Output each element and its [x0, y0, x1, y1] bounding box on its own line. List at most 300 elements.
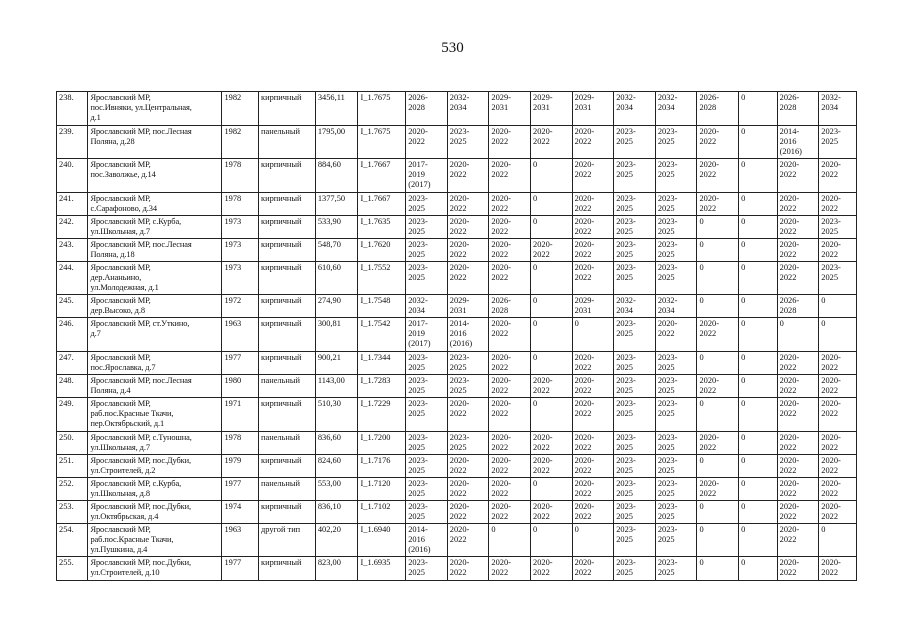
address-cell: Ярославский МР, пос.Дубки, ул.Строителей, д.2	[88, 455, 222, 478]
term-9-cell: 0	[739, 398, 778, 432]
term-8-cell: 0	[697, 216, 739, 239]
address-cell: Ярославский МР, с.Туношна, ул.Школьная, д.7	[88, 432, 222, 455]
building-code-cell: I_1.7344	[358, 352, 406, 375]
row-number-cell: 251.	[57, 455, 88, 478]
term-3-cell: 2020- 2022	[489, 193, 531, 216]
row-number-cell: 246.	[57, 318, 88, 352]
build-year-cell: 1977	[222, 352, 259, 375]
address-cell: Ярославский МР, ст.Уткино, д.7	[88, 318, 222, 352]
total-area-cell: 3456,11	[315, 92, 358, 126]
row-number-cell: 248.	[57, 375, 88, 398]
build-year-cell: 1963	[222, 524, 259, 557]
housing-register-table	[56, 91, 857, 581]
term-3-cell: 2020- 2022	[489, 375, 531, 398]
term-3-cell: 2020- 2022	[489, 126, 531, 159]
term-1-cell: 2023- 2025	[406, 432, 448, 455]
term-6-cell: 2023- 2025	[614, 159, 656, 193]
table-row	[57, 501, 857, 524]
build-year-cell: 1982	[222, 92, 259, 126]
term-2-cell: 2020- 2022	[447, 216, 489, 239]
term-7-cell: 2023- 2025	[655, 398, 697, 432]
wall-material-cell: кирпичный	[259, 239, 316, 262]
total-area-cell: 548,70	[315, 239, 358, 262]
term-2-cell: 2014- 2016 (2016)	[447, 318, 489, 352]
term-5-cell: 2029- 2031	[572, 295, 614, 318]
wall-material-cell: кирпичный	[259, 352, 316, 375]
row-number-cell: 249.	[57, 398, 88, 432]
term-2-cell: 2020- 2022	[447, 398, 489, 432]
address-cell: Ярославский МР, пос.Ярославка, д.7	[88, 352, 222, 375]
row-number-cell: 241.	[57, 193, 88, 216]
term-6-cell: 2023- 2025	[614, 455, 656, 478]
term-8-cell: 2020- 2022	[697, 375, 739, 398]
term-8-cell: 2020- 2022	[697, 478, 739, 501]
term-11-cell: 0	[819, 318, 857, 352]
building-code-cell: I_1.7283	[358, 375, 406, 398]
total-area-cell: 300,81	[315, 318, 358, 352]
term-3-cell: 2026- 2028	[489, 295, 531, 318]
row-number-cell: 238.	[57, 92, 88, 126]
term-3-cell: 2020- 2022	[489, 159, 531, 193]
term-2-cell: 2032- 2034	[447, 92, 489, 126]
total-area-cell: 533,90	[315, 216, 358, 239]
building-code-cell: I_1.6935	[358, 557, 406, 581]
row-number-cell: 243.	[57, 239, 88, 262]
build-year-cell: 1977	[222, 557, 259, 581]
term-7-cell: 2020- 2022	[655, 318, 697, 352]
term-11-cell: 2023- 2025	[819, 262, 857, 295]
address-cell: Ярославский МР, пос.Лесная Поляна, д.4	[88, 375, 222, 398]
term-4-cell: 2020- 2022	[531, 501, 573, 524]
building-code-cell: I_1.7548	[358, 295, 406, 318]
wall-material-cell: панельный	[259, 478, 316, 501]
term-4-cell: 0	[531, 295, 573, 318]
build-year-cell: 1978	[222, 432, 259, 455]
total-area-cell: 1795,00	[315, 126, 358, 159]
table-row	[57, 216, 857, 239]
term-4-cell: 0	[531, 352, 573, 375]
term-5-cell: 2020- 2022	[572, 352, 614, 375]
term-11-cell: 2020- 2022	[819, 375, 857, 398]
build-year-cell: 1973	[222, 239, 259, 262]
term-6-cell: 2023- 2025	[614, 262, 656, 295]
table-body	[57, 92, 857, 581]
term-3-cell: 2020- 2022	[489, 557, 531, 581]
term-8-cell: 0	[697, 557, 739, 581]
term-11-cell: 2023- 2025	[819, 216, 857, 239]
term-8-cell: 0	[697, 455, 739, 478]
term-7-cell: 2023- 2025	[655, 126, 697, 159]
term-10-cell: 2020- 2022	[777, 352, 819, 375]
total-area-cell: 510,30	[315, 398, 358, 432]
term-8-cell: 2020- 2022	[697, 159, 739, 193]
term-3-cell: 2029- 2031	[489, 92, 531, 126]
building-code-cell: I_1.7176	[358, 455, 406, 478]
term-7-cell: 2023- 2025	[655, 239, 697, 262]
row-number-cell: 245.	[57, 295, 88, 318]
term-3-cell: 2020- 2022	[489, 455, 531, 478]
term-11-cell: 2020- 2022	[819, 501, 857, 524]
build-year-cell: 1973	[222, 216, 259, 239]
total-area-cell: 274,90	[315, 295, 358, 318]
table-row	[57, 193, 857, 216]
term-4-cell: 0	[531, 216, 573, 239]
term-3-cell: 2020- 2022	[489, 318, 531, 352]
table-row	[57, 557, 857, 581]
total-area-cell: 610,60	[315, 262, 358, 295]
term-6-cell: 2023- 2025	[614, 126, 656, 159]
term-5-cell: 2020- 2022	[572, 478, 614, 501]
term-4-cell: 0	[531, 478, 573, 501]
term-3-cell: 0	[489, 524, 531, 557]
term-2-cell: 2023- 2025	[447, 352, 489, 375]
total-area-cell: 402,20	[315, 524, 358, 557]
table-row	[57, 318, 857, 352]
term-1-cell: 2023- 2025	[406, 455, 448, 478]
total-area-cell: 1377,50	[315, 193, 358, 216]
wall-material-cell: панельный	[259, 375, 316, 398]
term-9-cell: 0	[739, 375, 778, 398]
building-code-cell: I_1.7200	[358, 432, 406, 455]
term-7-cell: 2023- 2025	[655, 193, 697, 216]
term-6-cell: 2032- 2034	[614, 295, 656, 318]
table-row	[57, 524, 857, 557]
term-4-cell: 0	[531, 193, 573, 216]
term-5-cell: 2020- 2022	[572, 159, 614, 193]
term-5-cell: 0	[572, 318, 614, 352]
term-9-cell: 0	[739, 262, 778, 295]
wall-material-cell: кирпичный	[259, 159, 316, 193]
term-9-cell: 0	[739, 92, 778, 126]
term-10-cell: 2020- 2022	[777, 262, 819, 295]
term-2-cell: 2020- 2022	[447, 557, 489, 581]
term-9-cell: 0	[739, 295, 778, 318]
wall-material-cell: кирпичный	[259, 398, 316, 432]
building-code-cell: I_1.7229	[358, 398, 406, 432]
term-10-cell: 2020- 2022	[777, 193, 819, 216]
row-number-cell: 250.	[57, 432, 88, 455]
term-6-cell: 2023- 2025	[614, 557, 656, 581]
total-area-cell: 553,00	[315, 478, 358, 501]
address-cell: Ярославский МР, пос.Дубки, ул.Строителей, д.10	[88, 557, 222, 581]
build-year-cell: 1963	[222, 318, 259, 352]
term-1-cell: 2023- 2025	[406, 478, 448, 501]
term-8-cell: 2020- 2022	[697, 126, 739, 159]
term-2-cell: 2020- 2022	[447, 193, 489, 216]
term-1-cell: 2023- 2025	[406, 262, 448, 295]
term-10-cell: 2020- 2022	[777, 159, 819, 193]
term-10-cell: 2020- 2022	[777, 239, 819, 262]
term-1-cell: 2023- 2025	[406, 557, 448, 581]
term-4-cell: 2020- 2022	[531, 432, 573, 455]
term-5-cell: 2020- 2022	[572, 375, 614, 398]
total-area-cell: 900,21	[315, 352, 358, 375]
address-cell: Ярославский МР, пос.Ивняки, ул.Центральная, д.1	[88, 92, 222, 126]
building-code-cell: I_1.7667	[358, 193, 406, 216]
term-5-cell: 2020- 2022	[572, 455, 614, 478]
table-row	[57, 295, 857, 318]
wall-material-cell: кирпичный	[259, 501, 316, 524]
wall-material-cell: кирпичный	[259, 262, 316, 295]
row-number-cell: 255.	[57, 557, 88, 581]
building-code-cell: I_1.7675	[358, 92, 406, 126]
term-11-cell: 2020- 2022	[819, 352, 857, 375]
term-4-cell: 2029- 2031	[531, 92, 573, 126]
term-3-cell: 2020- 2022	[489, 501, 531, 524]
term-9-cell: 0	[739, 159, 778, 193]
term-11-cell: 2020- 2022	[819, 398, 857, 432]
address-cell: Ярославский МР, дер.Высоко, д.8	[88, 295, 222, 318]
term-6-cell: 2032- 2034	[614, 92, 656, 126]
table-row	[57, 126, 857, 159]
term-1-cell: 2020- 2022	[406, 126, 448, 159]
total-area-cell: 884,60	[315, 159, 358, 193]
term-1-cell: 2023- 2025	[406, 352, 448, 375]
building-code-cell: I_1.7102	[358, 501, 406, 524]
term-10-cell: 2020- 2022	[777, 216, 819, 239]
term-11-cell: 2020- 2022	[819, 478, 857, 501]
term-4-cell: 0	[531, 524, 573, 557]
term-11-cell: 2020- 2022	[819, 193, 857, 216]
wall-material-cell: кирпичный	[259, 216, 316, 239]
term-11-cell: 2020- 2022	[819, 557, 857, 581]
total-area-cell: 823,00	[315, 557, 358, 581]
term-9-cell: 0	[739, 557, 778, 581]
build-year-cell: 1974	[222, 501, 259, 524]
table-row	[57, 92, 857, 126]
table-row	[57, 352, 857, 375]
address-cell: Ярославский МР, с.Курба, ул.Школьная, д.8	[88, 478, 222, 501]
term-7-cell: 2023- 2025	[655, 524, 697, 557]
table-row	[57, 159, 857, 193]
wall-material-cell: кирпичный	[259, 92, 316, 126]
term-11-cell: 2032- 2034	[819, 92, 857, 126]
term-7-cell: 2023- 2025	[655, 375, 697, 398]
term-5-cell: 2029- 2031	[572, 92, 614, 126]
term-1-cell: 2023- 2025	[406, 375, 448, 398]
term-10-cell: 2020- 2022	[777, 432, 819, 455]
term-9-cell: 0	[739, 501, 778, 524]
build-year-cell: 1979	[222, 455, 259, 478]
term-5-cell: 2020- 2022	[572, 557, 614, 581]
term-11-cell: 2020- 2022	[819, 159, 857, 193]
term-6-cell: 2023- 2025	[614, 375, 656, 398]
page-number: 530	[441, 40, 464, 56]
term-10-cell: 2020- 2022	[777, 375, 819, 398]
term-5-cell: 2020- 2022	[572, 216, 614, 239]
build-year-cell: 1978	[222, 193, 259, 216]
term-8-cell: 2020- 2022	[697, 193, 739, 216]
wall-material-cell: кирпичный	[259, 318, 316, 352]
term-1-cell: 2014- 2016 (2016)	[406, 524, 448, 557]
term-2-cell: 2029- 2031	[447, 295, 489, 318]
building-code-cell: I_1.7620	[358, 239, 406, 262]
row-number-cell: 247.	[57, 352, 88, 375]
term-9-cell: 0	[739, 524, 778, 557]
term-4-cell: 2020- 2022	[531, 557, 573, 581]
term-8-cell: 0	[697, 262, 739, 295]
row-number-cell: 239.	[57, 126, 88, 159]
term-5-cell: 2020- 2022	[572, 398, 614, 432]
term-4-cell: 0	[531, 262, 573, 295]
term-2-cell: 2023- 2025	[447, 432, 489, 455]
term-1-cell: 2017- 2019 (2017)	[406, 159, 448, 193]
build-year-cell: 1973	[222, 262, 259, 295]
row-number-cell: 253.	[57, 501, 88, 524]
term-4-cell: 2020- 2022	[531, 375, 573, 398]
term-10-cell: 2020- 2022	[777, 478, 819, 501]
address-cell: Ярославский МР, с.Сарафоново, д.34	[88, 193, 222, 216]
term-7-cell: 2023- 2025	[655, 557, 697, 581]
term-7-cell: 2023- 2025	[655, 262, 697, 295]
term-3-cell: 2020- 2022	[489, 262, 531, 295]
building-code-cell: I_1.6940	[358, 524, 406, 557]
table-row	[57, 239, 857, 262]
term-8-cell: 0	[697, 398, 739, 432]
term-6-cell: 2023- 2025	[614, 524, 656, 557]
term-6-cell: 2023- 2025	[614, 239, 656, 262]
term-3-cell: 2020- 2022	[489, 478, 531, 501]
building-code-cell: I_1.7542	[358, 318, 406, 352]
term-1-cell: 2023- 2025	[406, 398, 448, 432]
term-11-cell: 2020- 2022	[819, 239, 857, 262]
term-8-cell: 2020- 2022	[697, 318, 739, 352]
term-5-cell: 2020- 2022	[572, 126, 614, 159]
term-10-cell: 2020- 2022	[777, 501, 819, 524]
address-cell: Ярославский МР, пос.Заволжье, д.14	[88, 159, 222, 193]
term-1-cell: 2023- 2025	[406, 239, 448, 262]
wall-material-cell: панельный	[259, 126, 316, 159]
wall-material-cell: кирпичный	[259, 193, 316, 216]
address-cell: Ярославский МР, с.Курба, ул.Школьная, д.7	[88, 216, 222, 239]
term-9-cell: 0	[739, 193, 778, 216]
term-9-cell: 0	[739, 239, 778, 262]
term-10-cell: 2020- 2022	[777, 455, 819, 478]
term-1-cell: 2032- 2034	[406, 295, 448, 318]
term-7-cell: 2032- 2034	[655, 295, 697, 318]
term-11-cell: 2020- 2022	[819, 455, 857, 478]
term-4-cell: 0	[531, 318, 573, 352]
term-9-cell: 0	[739, 432, 778, 455]
term-7-cell: 2023- 2025	[655, 432, 697, 455]
term-8-cell: 2026- 2028	[697, 92, 739, 126]
term-9-cell: 0	[739, 318, 778, 352]
term-7-cell: 2032- 2034	[655, 92, 697, 126]
term-5-cell: 2020- 2022	[572, 501, 614, 524]
row-number-cell: 242.	[57, 216, 88, 239]
table-row	[57, 375, 857, 398]
term-11-cell: 0	[819, 295, 857, 318]
term-6-cell: 2023- 2025	[614, 478, 656, 501]
total-area-cell: 836,10	[315, 501, 358, 524]
term-1-cell: 2017- 2019 (2017)	[406, 318, 448, 352]
term-4-cell: 0	[531, 398, 573, 432]
build-year-cell: 1977	[222, 478, 259, 501]
building-code-cell: I_1.7667	[358, 159, 406, 193]
wall-material-cell: кирпичный	[259, 295, 316, 318]
term-8-cell: 0	[697, 295, 739, 318]
address-cell: Ярославский МР, пос.Дубки, ул.Октябрьская, д.4	[88, 501, 222, 524]
term-5-cell: 2020- 2022	[572, 262, 614, 295]
term-9-cell: 0	[739, 478, 778, 501]
term-10-cell: 2020- 2022	[777, 398, 819, 432]
address-cell: Ярославский МР, пос.Лесная Поляна, д.18	[88, 239, 222, 262]
term-2-cell: 2020- 2022	[447, 524, 489, 557]
building-code-cell: I_1.7120	[358, 478, 406, 501]
term-8-cell: 0	[697, 352, 739, 375]
row-number-cell: 254.	[57, 524, 88, 557]
building-code-cell: I_1.7635	[358, 216, 406, 239]
table-row	[57, 262, 857, 295]
total-area-cell: 824,60	[315, 455, 358, 478]
term-6-cell: 2023- 2025	[614, 501, 656, 524]
total-area-cell: 1143,00	[315, 375, 358, 398]
row-number-cell: 244.	[57, 262, 88, 295]
term-8-cell: 0	[697, 501, 739, 524]
term-1-cell: 2023- 2025	[406, 193, 448, 216]
build-year-cell: 1980	[222, 375, 259, 398]
wall-material-cell: панельный	[259, 432, 316, 455]
term-8-cell: 0	[697, 239, 739, 262]
term-2-cell: 2020- 2022	[447, 239, 489, 262]
build-year-cell: 1978	[222, 159, 259, 193]
term-2-cell: 2020- 2022	[447, 501, 489, 524]
build-year-cell: 1982	[222, 126, 259, 159]
wall-material-cell: кирпичный	[259, 455, 316, 478]
term-6-cell: 2023- 2025	[614, 216, 656, 239]
table-row	[57, 455, 857, 478]
table-row	[57, 398, 857, 432]
term-7-cell: 2023- 2025	[655, 159, 697, 193]
term-8-cell: 2020- 2022	[697, 432, 739, 455]
term-9-cell: 0	[739, 216, 778, 239]
row-number-cell: 240.	[57, 159, 88, 193]
term-3-cell: 2020- 2022	[489, 239, 531, 262]
term-1-cell: 2026- 2028	[406, 92, 448, 126]
term-8-cell: 0	[697, 524, 739, 557]
term-6-cell: 2023- 2025	[614, 432, 656, 455]
term-2-cell: 2020- 2022	[447, 478, 489, 501]
address-cell: Ярославский МР, дер.Ананьино, ул.Молодежная, д.1	[88, 262, 222, 295]
term-10-cell: 2020- 2022	[777, 524, 819, 557]
term-5-cell: 2020- 2022	[572, 239, 614, 262]
building-code-cell: I_1.7552	[358, 262, 406, 295]
address-cell: Ярославский МР, раб.пос.Красные Ткачи, пер.Октябрьский, д.1	[88, 398, 222, 432]
term-10-cell: 0	[777, 318, 819, 352]
term-5-cell: 2020- 2022	[572, 193, 614, 216]
wall-material-cell: другой тип	[259, 524, 316, 557]
term-10-cell: 2020- 2022	[777, 557, 819, 581]
table-row	[57, 478, 857, 501]
term-7-cell: 2023- 2025	[655, 501, 697, 524]
term-1-cell: 2023- 2025	[406, 216, 448, 239]
term-2-cell: 2023- 2025	[447, 375, 489, 398]
term-9-cell: 0	[739, 455, 778, 478]
building-code-cell: I_1.7675	[358, 126, 406, 159]
term-7-cell: 2023- 2025	[655, 216, 697, 239]
term-10-cell: 2026- 2028	[777, 92, 819, 126]
term-10-cell: 2026- 2028	[777, 295, 819, 318]
term-1-cell: 2023- 2025	[406, 501, 448, 524]
term-2-cell: 2020- 2022	[447, 262, 489, 295]
term-4-cell: 0	[531, 159, 573, 193]
term-4-cell: 2020- 2022	[531, 126, 573, 159]
build-year-cell: 1972	[222, 295, 259, 318]
term-6-cell: 2023- 2025	[614, 193, 656, 216]
address-cell: Ярославский МР, пос.Лесная Поляна, д.28	[88, 126, 222, 159]
term-11-cell: 2023- 2025	[819, 126, 857, 159]
address-cell: Ярославский МР, раб.пос.Красные Ткачи, ул.Пушкина, д.4	[88, 524, 222, 557]
